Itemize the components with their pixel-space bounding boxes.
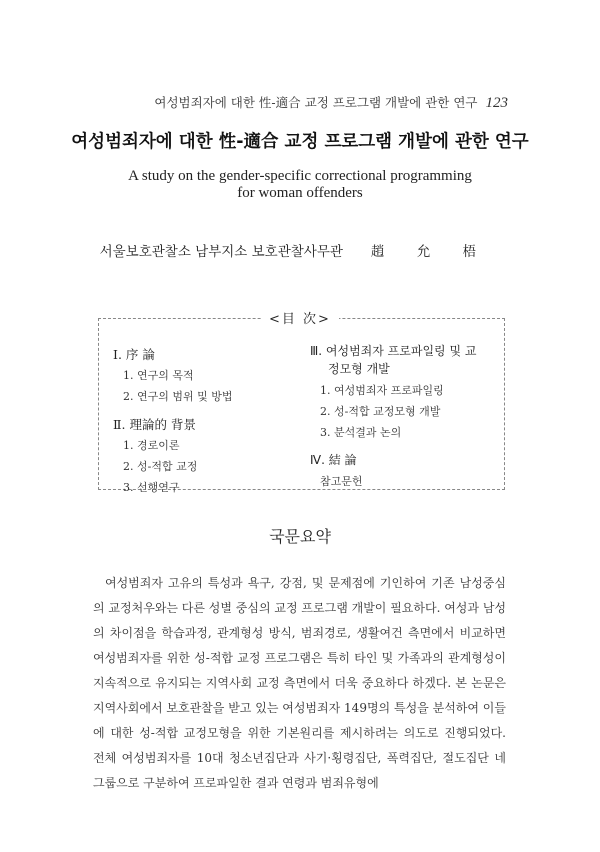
- toc-item: 참고문헌: [320, 475, 363, 488]
- running-title: 여성범죄자에 대한 性-適合 교정 프로그램 개발에 관한 연구: [154, 95, 478, 110]
- running-header: [154, 93, 508, 112]
- toc-item: 3. 분석결과 논의: [320, 426, 402, 439]
- subtitle-line-2: for woman offenders: [237, 185, 363, 201]
- toc-section: Ⅲ. 여성범죄자 프로파일링 및 교 정모형 개발: [310, 344, 477, 376]
- toc-item: 1. 연구의 목적: [123, 369, 194, 382]
- subtitle-line-1: A study on the gender-specific correctional programming: [128, 168, 472, 184]
- toc-item: 1. 경로이론: [123, 439, 180, 452]
- toc-heading: <目 次>: [0, 308, 600, 327]
- toc-item: 2. 성-적합 교정모형 개발: [320, 405, 441, 418]
- toc-left-column: [113, 345, 233, 500]
- toc-item: 1. 여성범죄자 프로파일링: [320, 384, 444, 397]
- abstract-body: 여성범죄자 고유의 특성과 욕구, 강점, 및 문제점에 기인하여 기존 남성중심의 교정처우와는 다른 성별 중심의 교정 프로그램 개발이 필요하다. 여성과 남성의 차이점을 학습과정, 관계형성 방식, 범죄경로, 생활여건 측면에서 비교하면 여성범죄자를 위한 성-적합 교정 프로그램은 특히 타인 및 가족과의 관계형성이 지속적으로 유지되는 지역사회 교정 측면에서 더욱 중요하다 하겠다. 본 논문은 지역사회에서 보호관찰을 받고 있는 여성범죄자 149명의 특성을 분석하여 이들에 대한 성-적합 교정모형을 위한 기본원리를 제시하려는 의도로 진행되었다. 전체 여성범죄자를 10대 청소년집단과 사기·횡령집단, 폭력집단, 절도집단 네 그룹으로 구분하여 프로파일한 결과 연령과 범죄유형에: [93, 576, 506, 790]
- paper-title: 여성범죄자에 대한 性-適合 교정 프로그램 개발에 관한 연구: [71, 132, 529, 152]
- toc-item: 3. 선행연구: [123, 481, 180, 494]
- english-subtitle: [0, 168, 600, 202]
- page-number: 123: [485, 95, 508, 111]
- author-affiliation: 서울보호관찰소 남부지소 보호관찰사무관: [99, 244, 343, 260]
- toc-right-column: [310, 342, 500, 494]
- toc-item: 2. 연구의 범위 및 방법: [123, 390, 233, 403]
- author-byline: [100, 240, 490, 260]
- author-name: 趙 允 梧: [370, 244, 490, 260]
- abstract-title: 국문요약: [269, 527, 331, 546]
- toc-item: 2. 성-적합 교정: [123, 460, 198, 473]
- toc-section: Ⅰ. 序 論: [113, 347, 155, 362]
- toc-section: Ⅱ. 理論的 背景: [113, 417, 196, 432]
- toc-section: Ⅳ. 結 論: [310, 453, 357, 467]
